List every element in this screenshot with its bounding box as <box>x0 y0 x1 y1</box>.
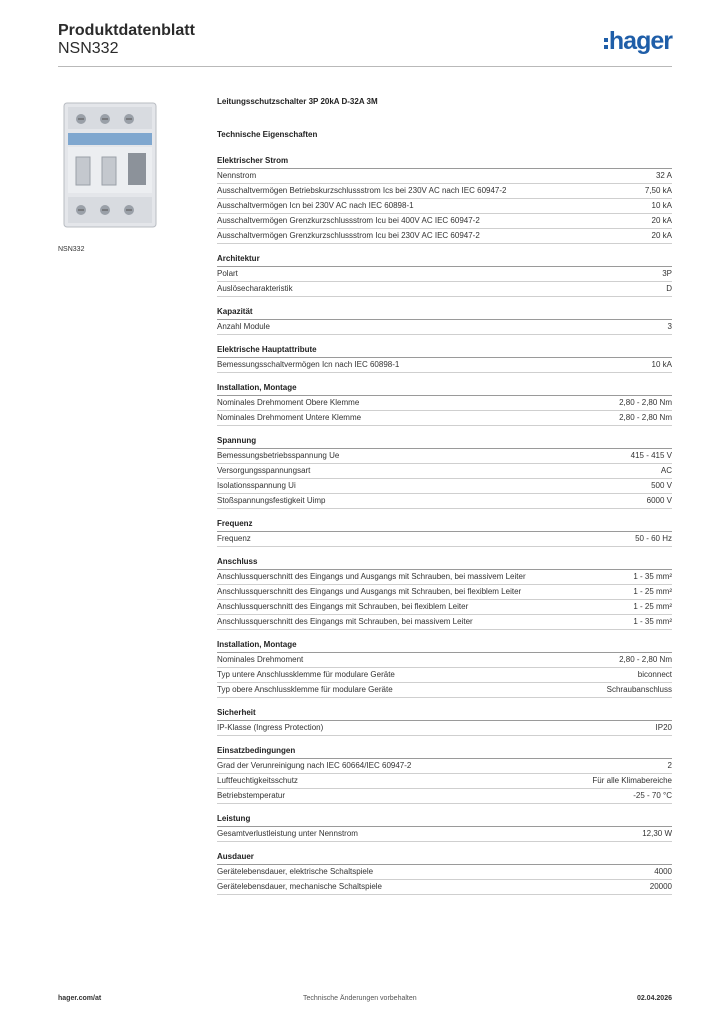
document-header <box>58 22 195 58</box>
specification-sections <box>217 156 672 895</box>
section-title: Spannung <box>217 436 672 449</box>
section-title: Elektrischer Strom <box>217 156 672 169</box>
spec-row <box>217 570 672 585</box>
section-title: Kapazität <box>217 307 672 320</box>
spec-row <box>217 320 672 335</box>
specification-content <box>217 96 672 895</box>
spec-value: D <box>666 284 672 293</box>
spec-label: Bemessungsbetriebsspannung Ue <box>217 451 340 460</box>
spec-label: Ausschaltvermögen Betriebskurzschlussstrom Ics bei 230V AC nach IEC 60947-2 <box>217 186 507 195</box>
section-title: Leistung <box>217 814 672 827</box>
spec-value: 500 V <box>651 481 672 490</box>
product-name: Leitungsschutzschalter 3P 20kA D-32A 3M <box>217 97 378 106</box>
logo-dots-icon <box>604 38 608 49</box>
spec-value: 20 kA <box>651 216 672 225</box>
section-title: Installation, Montage <box>217 383 672 396</box>
spec-value: 2,80 - 2,80 Nm <box>619 413 672 422</box>
spec-label: Gerätelebensdauer, mechanische Schaltspiele <box>217 882 382 891</box>
spec-row <box>217 214 672 229</box>
spec-row <box>217 479 672 494</box>
spec-row <box>217 494 672 509</box>
spec-value: 6000 V <box>646 496 672 505</box>
spec-label: Ausschaltvermögen Icn bei 230V AC nach IEC 60898-1 <box>217 201 414 210</box>
spec-row <box>217 464 672 479</box>
spec-label: Nominales Drehmoment <box>217 655 304 664</box>
spec-row <box>217 827 672 842</box>
spec-row <box>217 282 672 297</box>
hager-logo <box>604 28 672 54</box>
spec-value: 20 kA <box>651 231 672 240</box>
logo-text: hager <box>608 27 672 55</box>
section-title: Anschluss <box>217 557 672 570</box>
spec-row <box>217 865 672 880</box>
spec-section <box>217 436 672 509</box>
technical-properties-title: Technische Eigenschaften <box>217 130 318 139</box>
section-title: Elektrische Hauptattribute <box>217 345 672 358</box>
image-caption: NSN332 <box>58 246 85 253</box>
spec-label: Ausschaltvermögen Grenzkurzschlussstrom Icu bei 400V AC IEC 60947-2 <box>217 216 480 225</box>
spec-value: 32 A <box>655 171 672 180</box>
spec-value: 3P <box>662 269 672 278</box>
spec-row <box>217 358 672 373</box>
circuit-breaker-image <box>58 93 166 235</box>
spec-section <box>217 557 672 630</box>
spec-row <box>217 532 672 547</box>
spec-row <box>217 184 672 199</box>
spec-row <box>217 449 672 464</box>
spec-value: 7,50 kA <box>644 186 672 195</box>
spec-label: Stoßspannungsfestigkeit Uimp <box>217 496 326 505</box>
spec-section <box>217 814 672 842</box>
spec-value: 10 kA <box>651 360 672 369</box>
spec-label: Polart <box>217 269 238 278</box>
spec-row <box>217 229 672 244</box>
spec-value: Schraubanschluss <box>606 685 672 694</box>
spec-label: Isolationsspannung Ui <box>217 481 296 490</box>
spec-label: Bemessungsschaltvermögen Icn nach IEC 60898-1 <box>217 360 400 369</box>
spec-label: Betriebstemperatur <box>217 791 286 800</box>
spec-label: Ausschaltvermögen Grenzkurzschlussstrom Icu bei 230V AC IEC 60947-2 <box>217 231 480 240</box>
spec-value: IP20 <box>655 723 672 732</box>
document-title: Produktdatenblatt <box>58 22 195 39</box>
spec-row <box>217 880 672 895</box>
spec-label: Typ obere Anschlussklemme für modulare Geräte <box>217 685 393 694</box>
spec-value: 2,80 - 2,80 Nm <box>619 655 672 664</box>
spec-value: 20000 <box>649 882 672 891</box>
spec-value: 4000 <box>654 867 672 876</box>
spec-row <box>217 600 672 615</box>
section-title: Sicherheit <box>217 708 672 721</box>
spec-label: Frequenz <box>217 534 251 543</box>
spec-label: Gesamtverlustleistung unter Nennstrom <box>217 829 358 838</box>
spec-section <box>217 519 672 547</box>
spec-label: Nominales Drehmoment Untere Klemme <box>217 413 362 422</box>
spec-value: -25 - 70 °C <box>633 791 672 800</box>
spec-row <box>217 169 672 184</box>
spec-value: 1 - 35 mm² <box>633 572 672 581</box>
spec-row <box>217 396 672 411</box>
spec-value: Für alle Klimabereiche <box>592 776 672 785</box>
spec-label: Versorgungsspannungsart <box>217 466 311 475</box>
spec-label: Anschlussquerschnitt des Eingangs und Ausgangs mit Schrauben, bei flexiblem Leiter <box>217 587 522 596</box>
spec-label: Anschlussquerschnitt des Eingangs mit Schrauben, bei flexiblem Leiter <box>217 602 469 611</box>
spec-value: AC <box>660 466 672 475</box>
section-title: Frequenz <box>217 519 672 532</box>
spec-label: Luftfeuchtigkeitsschutz <box>217 776 298 785</box>
spec-section <box>217 746 672 804</box>
spec-section <box>217 852 672 895</box>
spec-label: Anschlussquerschnitt des Eingangs und Ausgangs mit Schrauben, bei massivem Leiter <box>217 572 526 581</box>
footer-date: 02.04.2026 <box>636 995 672 1002</box>
spec-value: 1 - 25 mm² <box>633 587 672 596</box>
spec-value: 12,30 W <box>642 829 672 838</box>
spec-row <box>217 199 672 214</box>
spec-value: biconnect <box>637 670 672 679</box>
spec-section <box>217 383 672 426</box>
spec-section <box>217 307 672 335</box>
footer-website[interactable]: hager.com/at <box>58 995 102 1002</box>
product-code: NSN332 <box>58 40 119 57</box>
spec-label: Anschlussquerschnitt des Eingangs mit Schrauben, bei massivem Leiter <box>217 617 473 626</box>
spec-label: Gerätelebensdauer, elektrische Schaltspiele <box>217 867 374 876</box>
spec-row <box>217 615 672 630</box>
spec-section <box>217 708 672 736</box>
spec-row <box>217 774 672 789</box>
spec-row <box>217 789 672 804</box>
spec-value: 1 - 25 mm² <box>633 602 672 611</box>
spec-value: 3 <box>667 322 672 331</box>
spec-label: Nominales Drehmoment Obere Klemme <box>217 398 360 407</box>
spec-row <box>217 668 672 683</box>
spec-label: Nennstrom <box>217 171 257 180</box>
spec-label: Anzahl Module <box>217 322 270 331</box>
spec-value: 2 <box>667 761 672 770</box>
spec-value: 50 - 60 Hz <box>635 534 672 543</box>
spec-value: 10 kA <box>651 201 672 210</box>
spec-label: IP-Klasse (Ingress Protection) <box>217 723 324 732</box>
spec-label: Grad der Verunreinigung nach IEC 60664/IEC 60947-2 <box>217 761 412 770</box>
section-title: Einsatzbedingungen <box>217 746 672 759</box>
spec-row <box>217 721 672 736</box>
spec-row <box>217 585 672 600</box>
spec-section <box>217 254 672 297</box>
spec-row <box>217 411 672 426</box>
spec-row <box>217 683 672 698</box>
spec-row <box>217 759 672 774</box>
spec-section <box>217 640 672 698</box>
header-divider <box>58 66 672 67</box>
footer-disclaimer: Technische Änderungen vorbehalten <box>303 995 417 1002</box>
spec-row <box>217 653 672 668</box>
spec-label: Auslösecharakteristik <box>217 284 293 293</box>
spec-value: 415 - 415 V <box>630 451 672 460</box>
spec-value: 2,80 - 2,80 Nm <box>619 398 672 407</box>
spec-row <box>217 267 672 282</box>
spec-value: 1 - 35 mm² <box>633 617 672 626</box>
section-title: Architektur <box>217 254 672 267</box>
spec-label: Typ untere Anschlussklemme für modulare Geräte <box>217 670 395 679</box>
spec-section <box>217 156 672 244</box>
section-title: Ausdauer <box>217 852 672 865</box>
section-title: Installation, Montage <box>217 640 672 653</box>
spec-section <box>217 345 672 373</box>
